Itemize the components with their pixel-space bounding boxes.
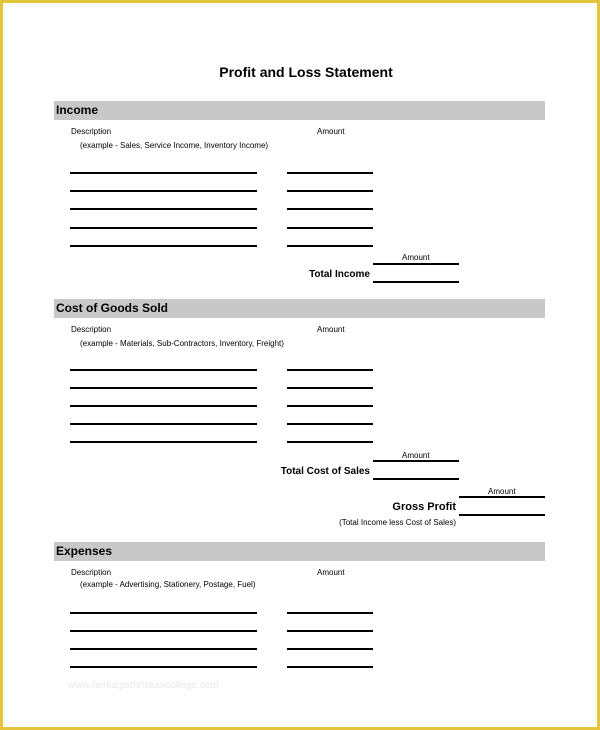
income-description-line-2[interactable]	[70, 190, 257, 192]
expenses-description-line-1[interactable]	[70, 612, 257, 614]
watermark-text: www.heritagechristiancollege.com	[68, 680, 219, 691]
cogs-example-text: (example - Materials, Sub-Contractors, Inventory, Freight)	[80, 339, 284, 348]
total-income-amount-line[interactable]	[373, 281, 459, 283]
income-amount-line-1[interactable]	[287, 172, 373, 174]
gross-profit-amount-line-top	[459, 496, 545, 498]
gross-profit-amount-header: Amount	[488, 487, 516, 496]
page-title: Profit and Loss Statement	[219, 64, 393, 80]
income-description-header: Description	[71, 127, 112, 136]
expenses-example-text: (example - Advertising, Stationery, Postage, Fuel)	[80, 580, 256, 589]
total-cost-of-sales-amount-line-top	[373, 460, 459, 462]
total-cost-of-sales-amount-header: Amount	[402, 451, 430, 460]
cogs-amount-line-2[interactable]	[287, 387, 373, 389]
gross-profit-note: (Total Income less Cost of Sales)	[339, 518, 456, 527]
total-cost-of-sales-amount-line[interactable]	[373, 478, 459, 480]
expenses-description-line-4[interactable]	[70, 666, 257, 668]
cogs-amount-line-4[interactable]	[287, 423, 373, 425]
cogs-description-line-4[interactable]	[70, 423, 257, 425]
income-description-line-4[interactable]	[70, 227, 257, 229]
cogs-description-line-2[interactable]	[70, 387, 257, 389]
income-section-header: Income	[54, 101, 545, 120]
income-example-text: (example - Sales, Service Income, Inventory Income)	[80, 141, 269, 150]
expenses-description-header: Description	[71, 568, 112, 577]
cogs-section-header: Cost of Goods Sold	[54, 299, 545, 318]
income-amount-line-3[interactable]	[287, 208, 373, 210]
total-income-amount-line-top	[373, 263, 459, 265]
income-description-line-3[interactable]	[70, 208, 257, 210]
expenses-amount-header: Amount	[317, 568, 345, 577]
income-description-line-1[interactable]	[70, 172, 257, 174]
cogs-amount-line-1[interactable]	[287, 369, 373, 371]
cogs-description-line-1[interactable]	[70, 369, 257, 371]
expenses-amount-line-4[interactable]	[287, 666, 373, 668]
expenses-description-line-2[interactable]	[70, 630, 257, 632]
total-income-amount-header: Amount	[402, 253, 430, 262]
income-amount-line-2[interactable]	[287, 190, 373, 192]
expenses-amount-line-3[interactable]	[287, 648, 373, 650]
cogs-amount-line-3[interactable]	[287, 405, 373, 407]
total-income-label: Total Income	[309, 269, 370, 280]
income-amount-line-5[interactable]	[287, 245, 373, 247]
income-description-line-5[interactable]	[70, 245, 257, 247]
expenses-section-header: Expenses	[54, 542, 545, 561]
gross-profit-label: Gross Profit	[392, 501, 456, 513]
gross-profit-amount-line[interactable]	[459, 514, 545, 516]
expenses-amount-line-2[interactable]	[287, 630, 373, 632]
income-amount-header: Amount	[317, 127, 345, 136]
cogs-description-line-5[interactable]	[70, 441, 257, 443]
cogs-amount-header: Amount	[317, 325, 345, 334]
cogs-amount-line-5[interactable]	[287, 441, 373, 443]
expenses-description-line-3[interactable]	[70, 648, 257, 650]
cogs-description-header: Description	[71, 325, 112, 334]
cogs-description-line-3[interactable]	[70, 405, 257, 407]
income-amount-line-4[interactable]	[287, 227, 373, 229]
expenses-amount-line-1[interactable]	[287, 612, 373, 614]
total-cost-of-sales-label: Total Cost of Sales	[280, 466, 370, 477]
